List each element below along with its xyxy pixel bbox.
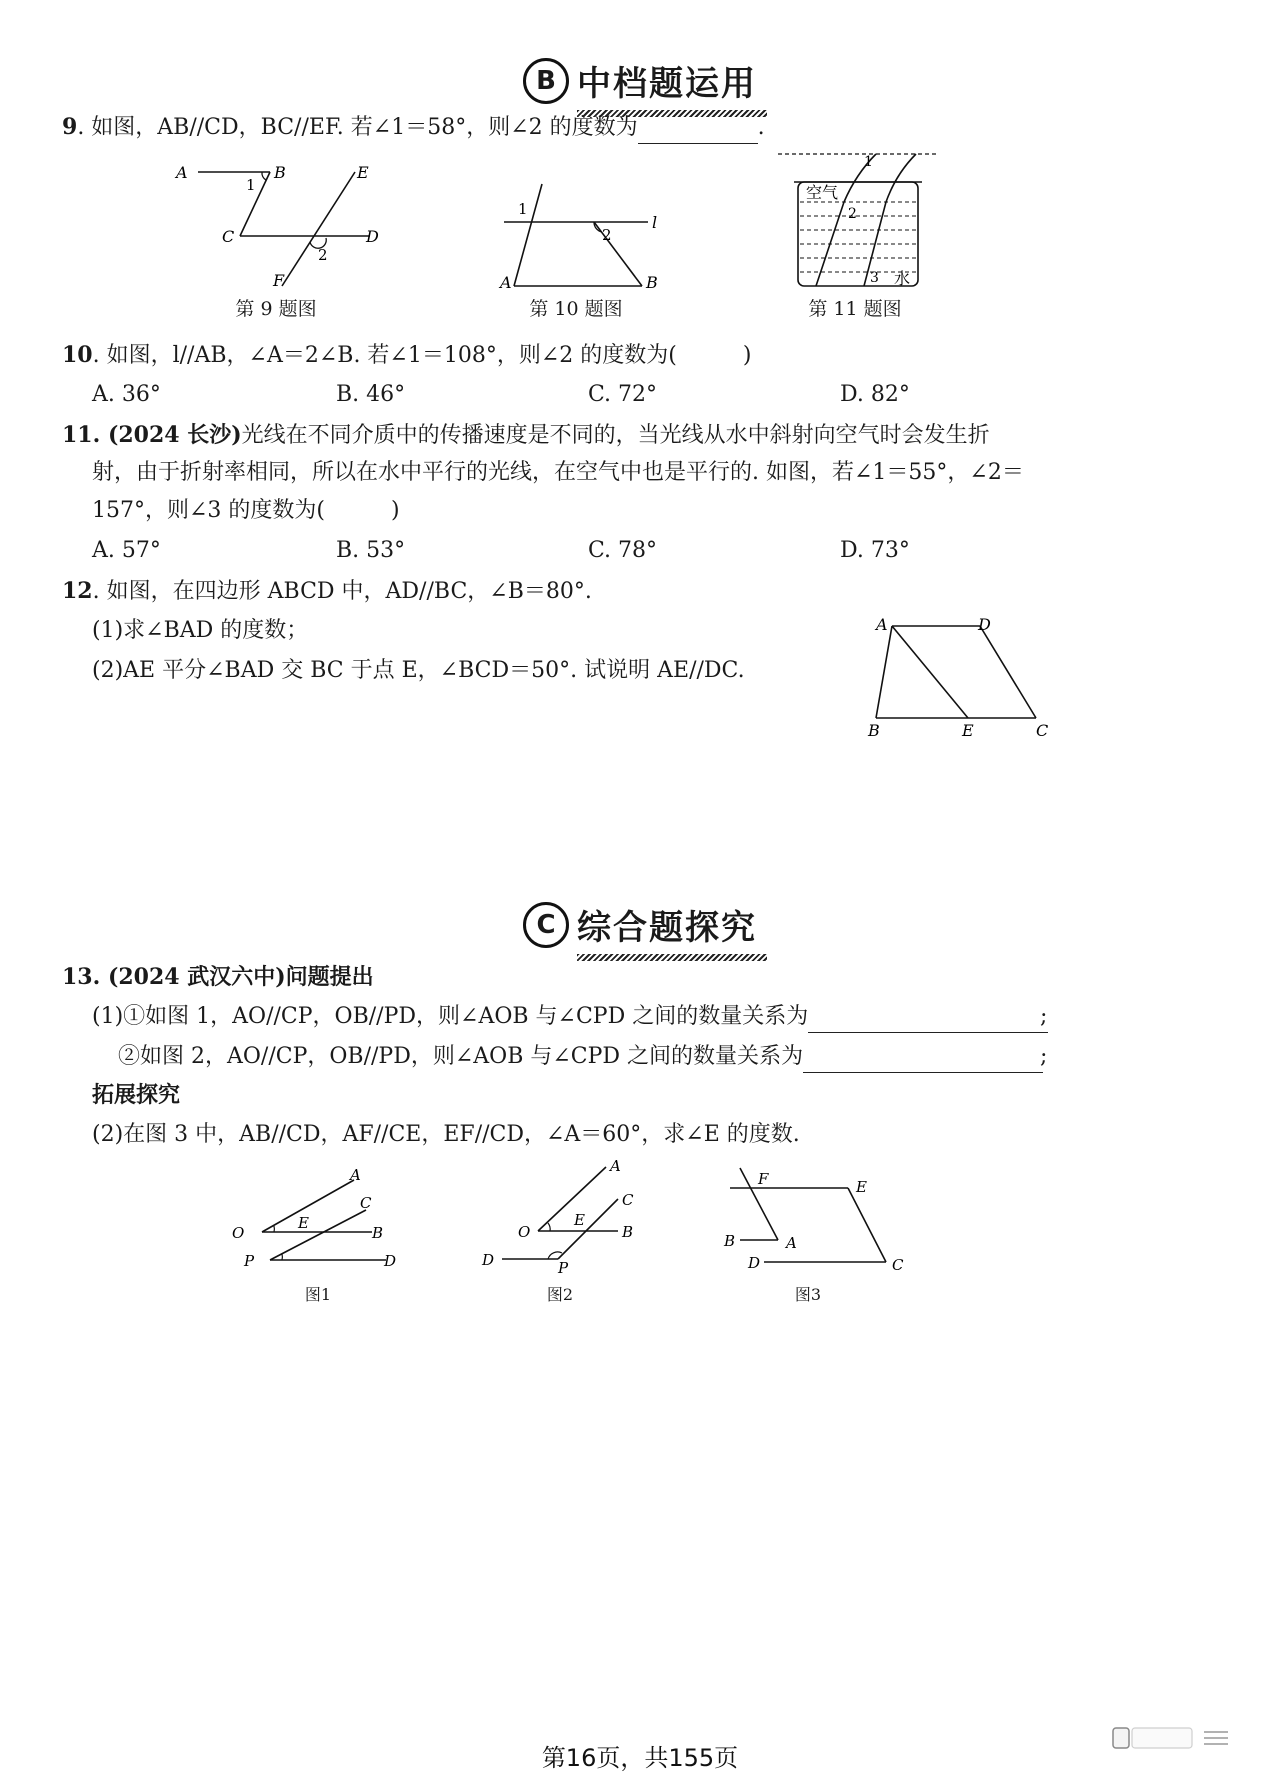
fig9-label-e: E bbox=[357, 163, 369, 182]
fig13-3-label-c: C bbox=[892, 1256, 904, 1274]
fig9-angle-1: 1 bbox=[246, 176, 256, 194]
scroll-thumb-icon[interactable] bbox=[1112, 1722, 1232, 1754]
fig9-label-b: B bbox=[274, 163, 286, 182]
fig13-2-label-c: C bbox=[622, 1191, 634, 1209]
fig12-label-e: E bbox=[962, 721, 974, 740]
fig13-1-label-b: B bbox=[372, 1224, 384, 1242]
fig9-angle-2: 2 bbox=[318, 246, 328, 264]
section-c-title: 综合题探究 bbox=[577, 908, 757, 948]
fig12-label-b: B bbox=[868, 721, 880, 740]
q11-option-c[interactable]: C. 78° bbox=[588, 538, 658, 563]
section-b-title: 中档题运用 bbox=[577, 64, 757, 104]
figure-9-caption: 第 9 题图 bbox=[235, 298, 317, 320]
section-b-badge: B bbox=[523, 58, 569, 104]
fig13-1-label-c: C bbox=[360, 1194, 372, 1212]
fig13-2-label-o: O bbox=[518, 1223, 531, 1241]
q11-option-d[interactable]: D. 73° bbox=[840, 538, 910, 563]
q10-option-b[interactable]: B. 46° bbox=[336, 382, 406, 407]
question-9-tail: . bbox=[757, 115, 765, 140]
figure-13-2-caption: 图2 bbox=[546, 1285, 574, 1304]
question-9 bbox=[62, 112, 765, 144]
question-13-part-1b-text: ②如图 2，AO//CP，OB//PD，则∠AOB 与∠CPD 之间的数量关系为 bbox=[118, 1044, 804, 1069]
question-11-source: . (2024 长沙) bbox=[92, 422, 242, 448]
q11-option-a[interactable]: A. 57° bbox=[92, 538, 161, 563]
question-13-semicolon-2: ; bbox=[1040, 1044, 1048, 1069]
question-13 bbox=[62, 962, 374, 993]
fig10-angle-1: 1 bbox=[518, 200, 528, 218]
fig13-3-label-b: B bbox=[724, 1232, 736, 1250]
question-13-semicolon-1: ; bbox=[1040, 1004, 1048, 1029]
question-13-extend-heading: 拓展探究 bbox=[92, 1082, 181, 1108]
question-11-line-1 bbox=[62, 420, 990, 451]
fig13-2-label-d: D bbox=[482, 1251, 495, 1269]
question-13-blank-1[interactable] bbox=[808, 1002, 1048, 1033]
fig13-2-label-p: P bbox=[558, 1259, 569, 1275]
fig11-angle-1: 1 bbox=[864, 154, 873, 170]
question-12-part-1: (1)求∠BAD 的度数； bbox=[92, 618, 309, 643]
fig13-3-label-a: A bbox=[786, 1234, 797, 1252]
fig11-label-water: 水 bbox=[894, 269, 911, 288]
question-9-text: . 如图，AB//CD，BC//EF. 若∠1＝58°，则∠2 的度数为 bbox=[77, 115, 638, 140]
question-12-number: 12 bbox=[62, 578, 93, 604]
figure-13-2 bbox=[478, 1155, 658, 1275]
fig13-1-label-a: A bbox=[350, 1166, 361, 1184]
fig11-angle-3: 3 bbox=[870, 270, 879, 286]
fig9-label-d: D bbox=[366, 227, 379, 246]
fig12-label-c: C bbox=[1036, 721, 1049, 740]
question-11-number: 11 bbox=[62, 422, 93, 448]
question-10-text: . 如图，l//AB，∠A＝2∠B. 若∠1＝108°，则∠2 的度数为( ) bbox=[92, 343, 752, 368]
fig9-label-a: A bbox=[176, 163, 188, 182]
question-11-line-3: 157°，则∠3 的度数为( ) bbox=[92, 498, 400, 523]
section-c-heading bbox=[0, 900, 1280, 949]
fig13-1-label-e: E bbox=[298, 1214, 309, 1232]
fig9-label-f: F bbox=[273, 271, 285, 290]
question-9-number: 9 bbox=[62, 114, 78, 140]
question-10 bbox=[62, 340, 751, 371]
figure-13-3-caption: 图3 bbox=[794, 1285, 822, 1304]
fig13-3-label-d: D bbox=[748, 1254, 761, 1272]
figure-9 bbox=[170, 150, 430, 300]
q10-option-c[interactable]: C. 72° bbox=[588, 382, 658, 407]
fig10-label-a: A bbox=[500, 273, 512, 292]
q11-option-b[interactable]: B. 53° bbox=[336, 538, 406, 563]
question-12-text: . 如图，在四边形 ABCD 中，AD//BC，∠B＝80°. bbox=[92, 579, 592, 604]
figure-11-caption: 第 11 题图 bbox=[808, 298, 902, 320]
fig10-label-b: B bbox=[646, 273, 658, 292]
figure-13-3 bbox=[716, 1160, 916, 1278]
figure-11 bbox=[770, 146, 950, 296]
fig13-2-label-e: E bbox=[574, 1211, 585, 1229]
viewer-scrollbar[interactable] bbox=[1112, 1722, 1232, 1754]
question-13-blank-2[interactable] bbox=[803, 1042, 1043, 1073]
question-9-answer-blank[interactable] bbox=[638, 113, 758, 144]
question-11-text-1: 光线在不同介质中的传播速度是不同的，当光线从水中斜射向空气时会发生折 bbox=[241, 423, 990, 448]
fig13-3-label-e: E bbox=[856, 1178, 867, 1196]
question-13-part-1a bbox=[92, 1002, 1048, 1033]
fig11-angle-2: 2 bbox=[848, 206, 857, 222]
question-13-part-1b bbox=[118, 1042, 1043, 1073]
section-c-badge: C bbox=[523, 902, 569, 948]
fig10-angle-2: 2 bbox=[602, 226, 612, 244]
question-13-source: . (2024 武汉六中)问题提出 bbox=[92, 964, 374, 990]
fig13-1-label-d: D bbox=[384, 1252, 397, 1270]
fig11-label-air: 空气 bbox=[806, 183, 839, 202]
q10-option-a[interactable]: A. 36° bbox=[92, 382, 161, 407]
q10-option-d[interactable]: D. 82° bbox=[840, 382, 910, 407]
fig9-label-c: C bbox=[222, 227, 235, 246]
fig13-2-label-b: B bbox=[622, 1223, 634, 1241]
fig13-1-label-o: O bbox=[232, 1224, 245, 1242]
figure-10-caption: 第 10 题图 bbox=[529, 298, 623, 320]
fig13-1-label-p: P bbox=[244, 1252, 255, 1270]
page-footer: 第16页，共155页 bbox=[541, 1744, 739, 1772]
fig12-label-a: A bbox=[876, 615, 888, 634]
question-11-line-2: 射，由于折射率相同，所以在水中平行的光线，在空气中也是平行的. 如图，若∠1＝55°，∠2＝ bbox=[92, 460, 1024, 485]
section-c-underline bbox=[577, 954, 767, 961]
question-10-number: 10 bbox=[62, 342, 93, 368]
figure-13-1 bbox=[226, 1160, 416, 1270]
question-12-part-2: (2)AE 平分∠BAD 交 BC 于点 E，∠BCD＝50°. 试说明 AE//DC. bbox=[92, 658, 745, 683]
question-13-number: 13 bbox=[62, 964, 93, 990]
figure-13-1-caption: 图1 bbox=[304, 1285, 332, 1304]
fig13-3-label-f: F bbox=[758, 1170, 769, 1188]
fig10-label-l: l bbox=[652, 213, 658, 232]
question-12 bbox=[62, 576, 592, 607]
figure-10 bbox=[490, 170, 690, 300]
question-13-part-2: (2)在图 3 中，AB//CD，AF//CE，EF//CD，∠A＝60°，求∠E 的度数. bbox=[92, 1122, 800, 1147]
figure-12 bbox=[858, 606, 1068, 746]
fig13-2-label-a: A bbox=[610, 1157, 621, 1175]
question-13-part-1a-text: (1)①如图 1，AO//CP，OB//PD，则∠AOB 与∠CPD 之间的数量关系为 bbox=[92, 1004, 809, 1029]
fig12-label-d: D bbox=[978, 615, 991, 634]
section-b-heading bbox=[0, 56, 1280, 105]
